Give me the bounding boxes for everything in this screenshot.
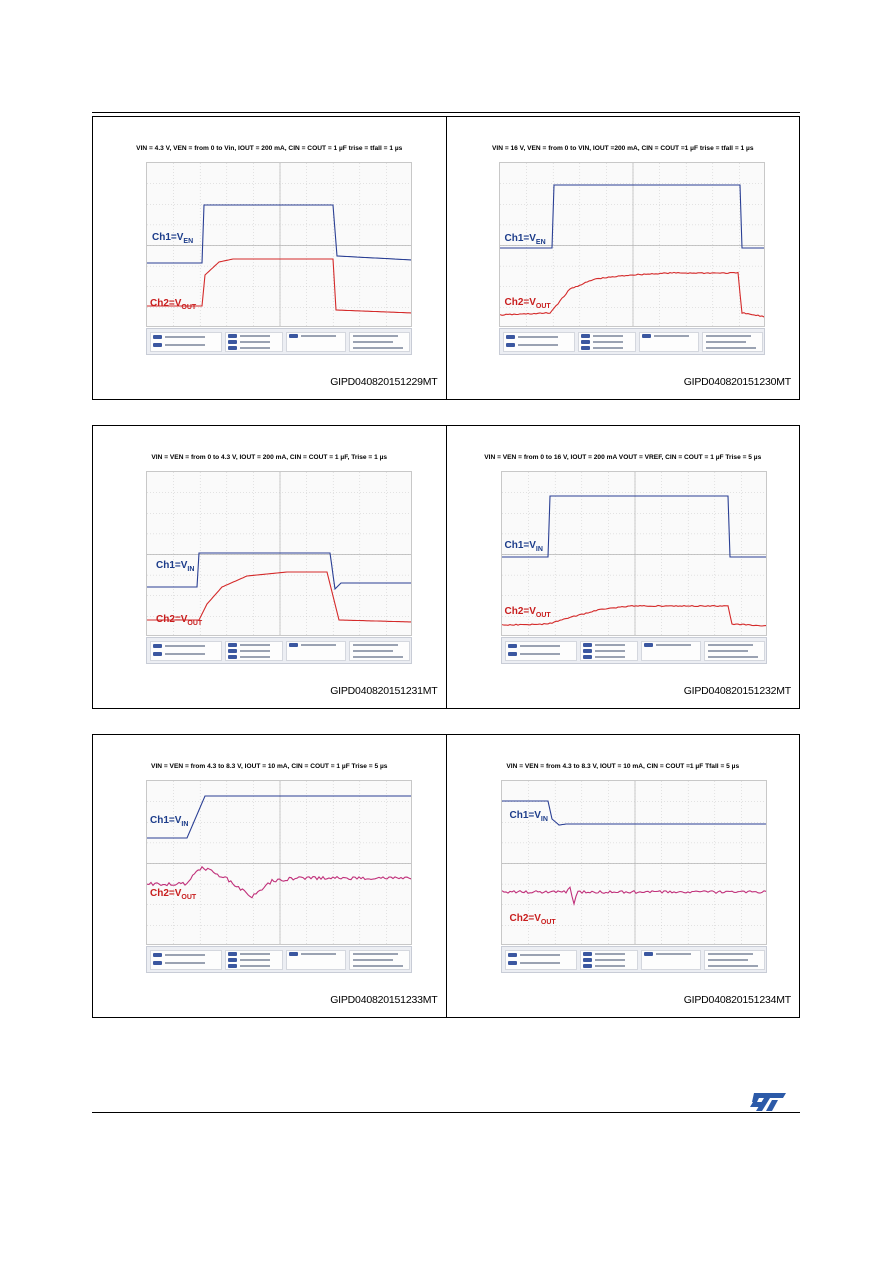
status-bar-mark: [153, 644, 162, 648]
status-bar-mark: [520, 653, 560, 655]
status-bar-mark: [228, 346, 237, 350]
figure-row-3: [92, 734, 800, 1018]
status-bar-mark: [289, 643, 298, 647]
status-bar-mark: [583, 655, 592, 659]
status-bar-mark: [165, 336, 205, 338]
status-bar-mark: [708, 644, 753, 646]
status-bar-mark: [228, 334, 237, 338]
status-bar-mark: [240, 644, 270, 646]
status-bar-mark: [583, 958, 592, 962]
status-bar-mark: [595, 959, 625, 961]
status-bar-mark: [353, 959, 393, 961]
status-bar-mark: [240, 965, 270, 967]
status-bar-mark: [508, 961, 517, 965]
status-bar-mark: [165, 962, 205, 964]
status-bar-mark: [153, 961, 162, 965]
status-bar-mark: [593, 341, 623, 343]
scope-plot: [147, 472, 412, 636]
figure-cell: VIN = 16 V, VEN = from 0 to VIN, IOUT =200 mA, CIN = COUT =1 µF trise = tfall = 1 µs $Ch1=V_{EN}$ $Ch2=V_{OUT}$ GIPD040820151230MT: [446, 117, 800, 399]
ch2-label: Ch2=V: [504, 606, 536, 617]
figure-code: GIPD040820151231MT: [330, 685, 438, 697]
status-bar-mark: [642, 334, 651, 338]
status-bar-mark: [595, 953, 625, 955]
status-bar-mark: [508, 652, 517, 656]
status-bar-mark: [228, 964, 237, 968]
status-bar-mark: [583, 643, 592, 647]
scope-status-bar: [146, 946, 412, 973]
status-bar-mark: [708, 650, 748, 652]
figure-code: GIPD040820151229MT: [330, 376, 438, 388]
status-bar-mark: [228, 958, 237, 962]
status-bar-mark: [353, 965, 403, 967]
st-logo-icon: [748, 1091, 788, 1113]
status-bar-mark: [506, 335, 515, 339]
ch2-trace: [502, 887, 767, 904]
figure-code: GIPD040820151232MT: [683, 685, 791, 697]
status-bar-mark: [583, 964, 592, 968]
ch1-label: Ch1=V: [152, 232, 184, 243]
status-bar-mark: [353, 953, 398, 955]
figure-cell: VIN = VEN = from 0 to 16 V, IOUT = 200 mA VOUT = VREF, CIN = COUT = 1 µF Trise = 5 µs $Ch1=V_{IN}$ $Ch2=V_{OUT}$ GIPD040820151232MT: [446, 426, 800, 708]
status-bar-mark: [508, 644, 517, 648]
footer-rule: [92, 1112, 800, 1113]
status-bar-mark: [518, 344, 558, 346]
status-bar-mark: [153, 953, 162, 957]
status-bar-mark: [581, 346, 590, 350]
figure-cell: VIN = VEN = from 4.3 to 8.3 V, IOUT = 10 mA, CIN = COUT = 1 µF Trise = 5 µs $Ch1=V_{IN}$ $Ch2=V_{OUT}$ GIPD040820151233MT: [93, 735, 446, 1017]
status-bar-mark: [581, 340, 590, 344]
status-bar-mark: [240, 347, 270, 349]
status-bar-mark: [153, 343, 162, 347]
status-bar-mark: [240, 959, 270, 961]
status-bar-mark: [656, 953, 691, 955]
figure-cell: VIN = VEN = from 4.3 to 8.3 V, IOUT = 10 mA, CIN = COUT =1 µF Tfall = 5 µs $Ch1=V_{IN}$ $Ch2=V_{OUT}$ GIPD040820151234MT: [446, 735, 800, 1017]
scope-status-bar: [146, 637, 412, 664]
status-bar-mark: [153, 652, 162, 656]
status-bar-mark: [708, 656, 758, 658]
ch2-label: Ch2=V: [156, 614, 188, 625]
status-bar-mark: [165, 653, 205, 655]
status-bar-mark: [595, 656, 625, 658]
status-bar-mark: [706, 341, 746, 343]
status-bar-mark: [520, 645, 560, 647]
status-bar-mark: [353, 650, 393, 652]
status-bar-mark: [240, 341, 270, 343]
figure-code: GIPD040820151234MT: [683, 994, 791, 1006]
status-bar-mark: [706, 335, 751, 337]
figure-caption: VIN = VEN = from 0 to 16 V, IOUT = 200 mA VOUT = VREF, CIN = COUT = 1 µF Trise = 5 µs: [484, 454, 762, 461]
status-bar-mark: [583, 952, 592, 956]
status-bar-mark: [240, 650, 270, 652]
figure-cell: VIN = 4.3 V, VEN = from 0 to Vin, IOUT = 200 mA, CIN = COUT = 1 µF trise = tfall = 1 µs $Ch1=V_{EN}$ $Ch2=V_{OUT}$ GIPD040820151229MT: [93, 117, 446, 399]
status-bar-mark: [289, 952, 298, 956]
figure-caption: VIN = 4.3 V, VEN = from 0 to Vin, IOUT = 200 mA, CIN = COUT = 1 µF trise = tfall = 1 µs: [136, 145, 403, 152]
ch2-label: Ch2=V: [150, 888, 182, 899]
status-bar-mark: [228, 649, 237, 653]
status-bar-mark: [520, 954, 560, 956]
ch2-label: Ch2=V: [504, 297, 536, 308]
status-bar-mark: [520, 962, 560, 964]
ch1-label: Ch1=V: [504, 233, 536, 244]
figure-code: GIPD040820151230MT: [683, 376, 791, 388]
status-bar-mark: [583, 649, 592, 653]
status-bar-mark: [595, 650, 625, 652]
figure-cell: VIN = VEN = from 0 to 4.3 V, IOUT = 200 mA, CIN = COUT = 1 µF, Trise = 1 µs $Ch1=V_{IN}$ $Ch2=V_{OUT}$ GIPD040820151231MT: [93, 426, 446, 708]
status-bar-mark: [240, 656, 270, 658]
status-bar-mark: [153, 335, 162, 339]
status-bar-mark: [165, 645, 205, 647]
status-bar-mark: [581, 334, 590, 338]
header-rule: [92, 112, 800, 113]
status-bar-mark: [353, 656, 403, 658]
status-bar-mark: [593, 347, 623, 349]
status-bar-mark: [518, 336, 558, 338]
figure-row-1: [92, 116, 800, 400]
status-bar-mark: [353, 335, 398, 337]
figure-caption: VIN = VEN = from 4.3 to 8.3 V, IOUT = 10 mA, CIN = COUT = 1 µF Trise = 5 µs: [151, 763, 388, 770]
ch2-label: Ch2=V: [150, 298, 182, 309]
ch2-trace: [500, 272, 765, 317]
scope-status-bar: [501, 946, 767, 973]
status-bar-mark: [289, 334, 298, 338]
status-bar-mark: [708, 959, 748, 961]
status-bar-mark: [654, 335, 689, 337]
status-bar-mark: [353, 347, 403, 349]
status-bar-mark: [240, 335, 270, 337]
scope-status-bar: [146, 328, 412, 355]
ch1-label: Ch1=V: [150, 815, 182, 826]
scope-status-bar: [501, 637, 767, 664]
status-bar-mark: [353, 341, 393, 343]
status-bar-mark: [593, 335, 623, 337]
figure-caption: VIN = 16 V, VEN = from 0 to VIN, IOUT =200 mA, CIN = COUT =1 µF trise = tfall = 1 µs: [492, 145, 754, 152]
ch1-label: Ch1=V: [509, 810, 541, 821]
figure-code: GIPD040820151233MT: [330, 994, 438, 1006]
ch1-label: Ch1=V: [156, 560, 188, 571]
status-bar-mark: [240, 953, 270, 955]
status-bar-mark: [165, 954, 205, 956]
status-bar-mark: [644, 952, 653, 956]
status-bar-mark: [508, 953, 517, 957]
status-bar-mark: [595, 965, 625, 967]
status-bar-mark: [228, 340, 237, 344]
status-bar-mark: [708, 953, 753, 955]
status-bar-mark: [228, 643, 237, 647]
status-bar-mark: [595, 644, 625, 646]
status-bar-mark: [644, 643, 653, 647]
status-bar-mark: [506, 343, 515, 347]
figure-caption: VIN = VEN = from 0 to 4.3 V, IOUT = 200 mA, CIN = COUT = 1 µF, Trise = 1 µs: [151, 454, 388, 461]
status-bar-mark: [165, 344, 205, 346]
status-bar-mark: [301, 335, 336, 337]
ch1-label: Ch1=V: [504, 540, 536, 551]
figure-row-2: [92, 425, 800, 709]
status-bar-mark: [353, 644, 398, 646]
ch2-label: Ch2=V: [509, 913, 541, 924]
figure-caption: VIN = VEN = from 4.3 to 8.3 V, IOUT = 10 mA, CIN = COUT =1 µF Tfall = 5 µs: [506, 763, 740, 770]
status-bar-mark: [656, 644, 691, 646]
status-bar-mark: [708, 965, 758, 967]
scope-plot: [147, 781, 412, 945]
scope-status-bar: [499, 328, 765, 355]
status-bar-mark: [706, 347, 756, 349]
status-bar-mark: [301, 644, 336, 646]
status-bar-mark: [228, 655, 237, 659]
status-bar-mark: [228, 952, 237, 956]
status-bar-mark: [301, 953, 336, 955]
